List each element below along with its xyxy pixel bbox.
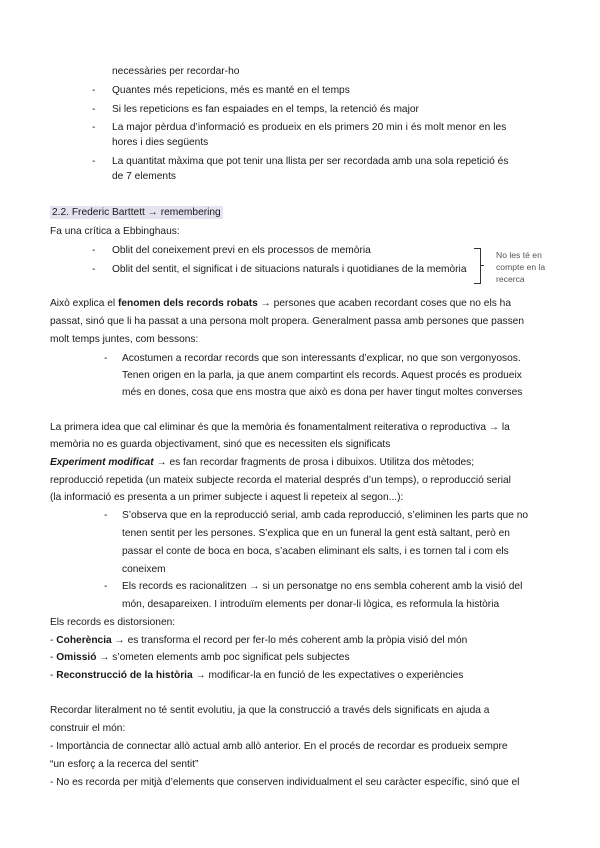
paragraph-line: Això explica el fenomen dels records robats → persones que acaben recordant coses que no els ha xyxy=(50,298,511,309)
list-item: Si les repeticions es fan espaiades en el temps, la retenció és major xyxy=(112,104,419,115)
paragraph-line: Experiment modificat → es fan recordar fragments de prosa i dibuixos. Utilitza dos mètodes; xyxy=(50,457,475,468)
paragraph-line: La primera idea que cal eliminar és que la memòria és fonamentalment reiterativa o reproductiva → la xyxy=(50,422,510,433)
side-note-line: recerca xyxy=(496,274,525,284)
paragraph-line: (la informació es presenta a un primer subjecte i aquest li repeteix al segon...): xyxy=(50,492,404,503)
critique-intro: Fa una crítica a Ebbinghaus: xyxy=(50,226,180,237)
list-item: Oblit del coneixement previ en els processos de memòria xyxy=(112,245,371,256)
list-item: La quantitat màxima que pot tenir una llista per ser recordada amb una sola repetició és xyxy=(112,156,509,167)
list-item-continuation: necessàries per recordar-ho xyxy=(112,66,240,77)
bullet-dash: - xyxy=(104,353,108,364)
paragraph-line: memòria no es guarda objectivament, sinó que es necessiten els significats xyxy=(50,439,391,450)
bullet-dash: - xyxy=(92,104,96,115)
paragraph-line: “un esforç a la recerca del sentit” xyxy=(50,759,199,770)
distortions-intro: Els records es distorsionen: xyxy=(50,617,176,628)
distortion-item: - Reconstrucció de la història → modificar-la en funció de les expectatives o experiències xyxy=(50,670,464,681)
bullet-dash: - xyxy=(104,581,108,592)
list-item-continuation: de 7 elements xyxy=(112,171,176,182)
side-note-line: compte en la xyxy=(496,262,546,272)
side-note-line: No les té en xyxy=(496,250,542,260)
paragraph-line: molt temps juntes, com bessons: xyxy=(50,334,199,345)
side-bracket-tick xyxy=(481,265,484,266)
list-item-continuation: món, desapareixen. I introduïm elements per donar-li lògica, es reformula la història xyxy=(122,599,500,610)
bullet-dash: - xyxy=(92,85,96,96)
section-heading-text: 2.2. Frederic Barttett → remembering xyxy=(52,207,221,218)
list-item: Acostumen a recordar records que son interessants d’explicar, no que son vergonyosos. xyxy=(122,353,521,364)
paragraph-line: - Importància de connectar allò actual amb allò anterior. En el procés de recordar es produeix sempre xyxy=(50,741,508,752)
paragraph-line: Recordar literalment no té sentit evolutiu, ja que la construcció a través dels significats en ajuda a xyxy=(50,705,490,716)
list-item: S’observa que en la reproducció serial, amb cada reproducció, s’eliminen les parts que no xyxy=(122,510,529,521)
distortion-item: - Omissió → s’ometen elements amb poc significat pels subjectes xyxy=(50,652,350,663)
list-item: La major pèrdua d’informació es produeix en els primers 20 min i és molt menor en les xyxy=(112,122,507,133)
side-bracket xyxy=(474,248,481,284)
list-item-continuation: tenen sentit per les persones. S’explica que en un funeral la gent està saltant, però en xyxy=(122,528,510,539)
bullet-dash: - xyxy=(92,122,96,133)
bold-term: fenomen dels records robats xyxy=(117,298,258,309)
list-item-continuation: Tenen origen en la parla, ja que anem compartint els records. Aquest procés es produeix xyxy=(122,370,522,381)
distortion-item: - Coherència → es transforma el record per fer-lo més coherent amb la pròpia visió del món xyxy=(50,635,468,646)
paragraph-line: construir el món: xyxy=(50,723,126,734)
list-item-continuation: hores i dies següents xyxy=(112,137,209,148)
list-item: Oblit del sentit, el significat i de situacions naturals i quotidianes de la memòria xyxy=(112,264,467,275)
bullet-dash: - xyxy=(92,156,96,167)
paragraph-line: passat, sinó que li ha passat a una persona molt propera. Generalment passa amb persones que passen xyxy=(50,316,525,327)
section-heading xyxy=(50,206,223,220)
bullet-dash: - xyxy=(104,510,108,521)
list-item-continuation: passar el conte de boca en boca, s’acaben eliminant els salts, i es tornen tal i com els xyxy=(122,546,509,557)
list-item: Quantes més repeticions, més es manté en el temps xyxy=(112,85,350,96)
bullet-dash: - xyxy=(92,264,96,275)
list-item-continuation: més en dones, cosa que ens mostra que això es dona per haver tingut moltes converses xyxy=(122,387,523,398)
paragraph-line: - No es recorda per mitjà d’elements que conserven individualment el seu caràcter específic, sinó que el xyxy=(50,777,520,788)
list-item-continuation: coneixem xyxy=(122,564,166,575)
bold-term: Omissió xyxy=(56,652,97,663)
list-item: Els records es racionalitzen → si un personatge no ens sembla coherent amb la visió del xyxy=(122,581,523,592)
bold-term: Coherència xyxy=(56,635,112,646)
bold-term: Reconstrucció de la història xyxy=(56,670,193,681)
paragraph-line: reproducció repetida (un mateix subjecte recorda el material després d’un temps), o reproducció serial xyxy=(50,475,511,486)
bullet-dash: - xyxy=(92,245,96,256)
bold-term: Experiment modificat xyxy=(50,457,154,468)
